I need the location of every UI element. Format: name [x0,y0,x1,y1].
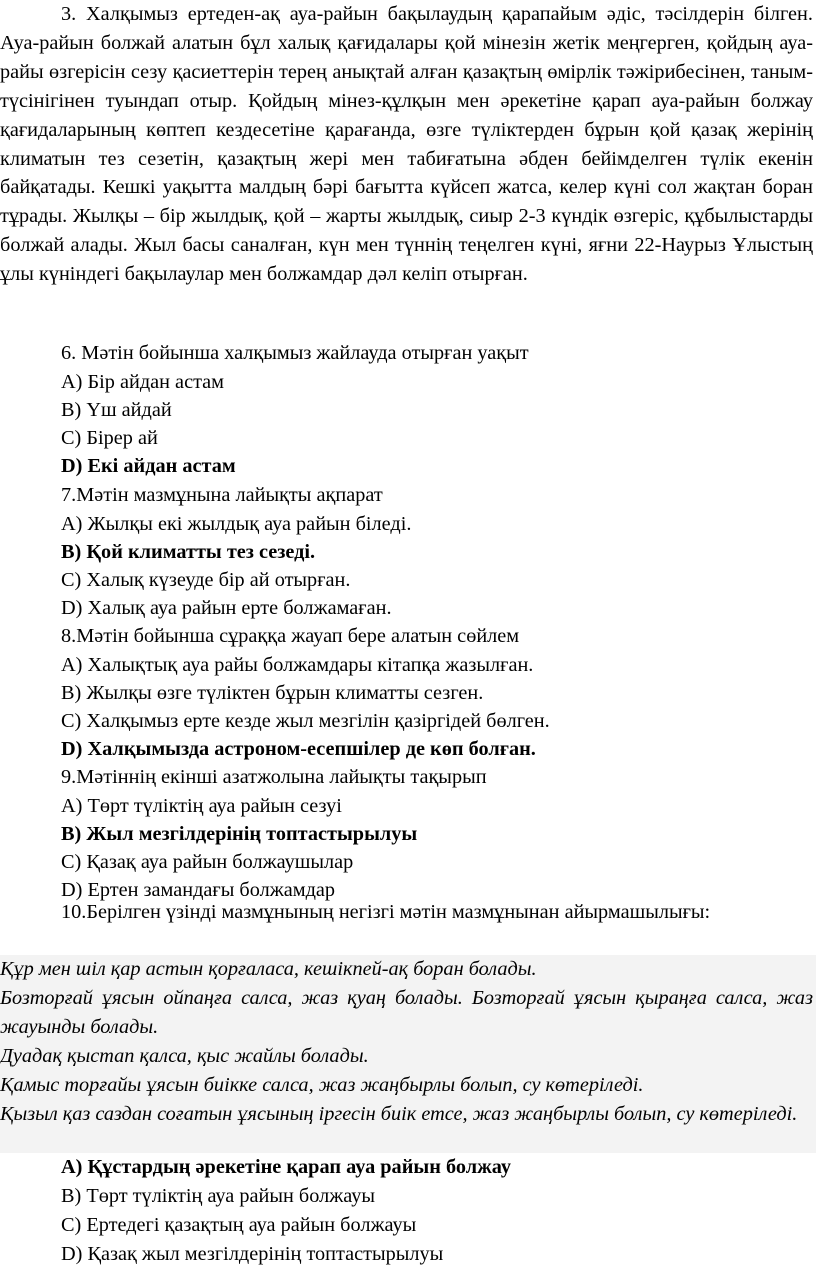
q9-option-a: A) Төрт түліктің ауа райын сезуі [61,795,342,817]
q7-option-d: D) Халық ауа райын ерте болжамаған. [61,597,392,619]
q8-option-b: B) Жылқы өзге түліктен бұрын климатты сезген. [61,682,484,704]
question-6: 6. Мәтін бойынша халқымыз жайлауда отырған уақыт [61,342,529,364]
q6-option-a: A) Бір айдан астам [61,371,225,393]
question-8: 8.Мәтін бойынша сұраққа жауап бере алатын сөйлем [61,625,520,647]
q6-option-d-answer: D) Екі айдан астам [61,455,236,477]
question-10: 10.Берілген үзінді мазмұнының негізгі мәтін мазмұнынан айырмашылығы: [61,901,711,923]
q10-option-a-answer: A) Құстардың әрекетіне қарап ауа райын болжау [61,1156,512,1178]
q7-option-c: C) Халық күзеуде бір ай отырған. [61,569,351,591]
question-7: 7.Мәтін мазмұнына лайықты ақпарат [61,484,383,506]
q8-option-d-answer: D) Халқымызда астроном-есепшілер де көп болған. [61,738,536,760]
quote-line-1: Құр мен шіл қар астын қорғаласа, кешікпей-ақ боран болады. [0,958,537,980]
quote-line-3: Дуадақ қыстап қалса, қыс жайлы болады. [0,1044,369,1067]
quote-line-4: Қамыс торғайы ұясын биікке салса, жаз жаңбырлы болып, су көтеріледі. [0,1073,644,1096]
q9-option-b-answer: B) Жыл мезгілдерінің топтастырылуы [61,823,418,845]
quote-line-5: Қызыл қаз саздан соғатын ұясының іргесін биік етсе, жаз жаңбырлы болып, су көтеріледі. [0,1102,798,1125]
q9-option-c: C) Қазақ ауа райын болжаушылар [61,851,354,873]
q6-option-c: C) Бірер ай [61,427,158,449]
q10-option-c: C) Ертедегі қазақтың ауа райын болжауы [61,1214,417,1236]
intro-paragraph: 3. Халқымыз ертеден-ақ ауа-райын бақылаудың қарапайым әдіс, тәсілдерін білген. Ауа-райын болжай алатын бұл халық қағидалары қой мінезін жетік меңгерген, қойдың ауа-райы өзгерісін сезу қасиеттерін терең анықтай алған қазақтың өмірлік тәжірибесінен, таным-түсінігінен туындап отыр. Қойдың мінез-құлқын мен әрекетіне қарап ауа-райын болжау қағидаларының көптеп кездесетіне қарағанда, өзге түліктерден бұрын қой қазақ жерінің климатын тез сезетін, қазақтың жері мен табиғатына әбден бейімделген түлік екенін байқатады. Кешкі уақытта малдың бәрі бағытта күйсеп жатса, келер күні сол жақтан боран тұрады. Жылқы – бір жылдық, қой – жарты жылдық, сиыр 2-3 күндік өзгеріс, құбылыстарды болжай алады. Жыл басы саналған, күн мен түннің теңелген күні, яғни 22-Наурыз Ұлыстың ұлы күніндегі бақылаулар мен болжамдар дәл келіп отырған. [0,3,813,286]
q6-option-b: B) Үш айдай [61,399,172,421]
quoted-excerpt [0,955,816,1153]
q8-option-a: A) Халықтық ауа райы болжамдары кітапқа жазылған. [61,654,534,676]
question-9: 9.Мәтіннің екінші азатжолына лайықты тақырып [61,766,487,788]
q8-option-c: C) Халқымыз ерте кезде жыл мезгілін қазіргідей бөлген. [61,710,550,732]
q7-option-a: A) Жылқы екі жылдық ауа райын біледі. [61,513,412,535]
q7-option-b-answer: B) Қой климатты тез сезеді. [61,541,316,563]
q9-option-d: D) Ертен замандағы болжамдар [61,879,336,901]
q10-options [61,1153,811,1269]
q10-option-d: D) Қазақ жыл мезгілдерінің топтастырылуы [61,1243,444,1265]
q10-option-b: B) Төрт түліктің ауа райын болжауы [61,1185,375,1207]
quote-line-2: Бозторғай ұясын ойпаңға салса, жаз қуаң болады. Бозторғай ұясын қыраңға салса, жаз жауынды болады. [0,986,813,1038]
